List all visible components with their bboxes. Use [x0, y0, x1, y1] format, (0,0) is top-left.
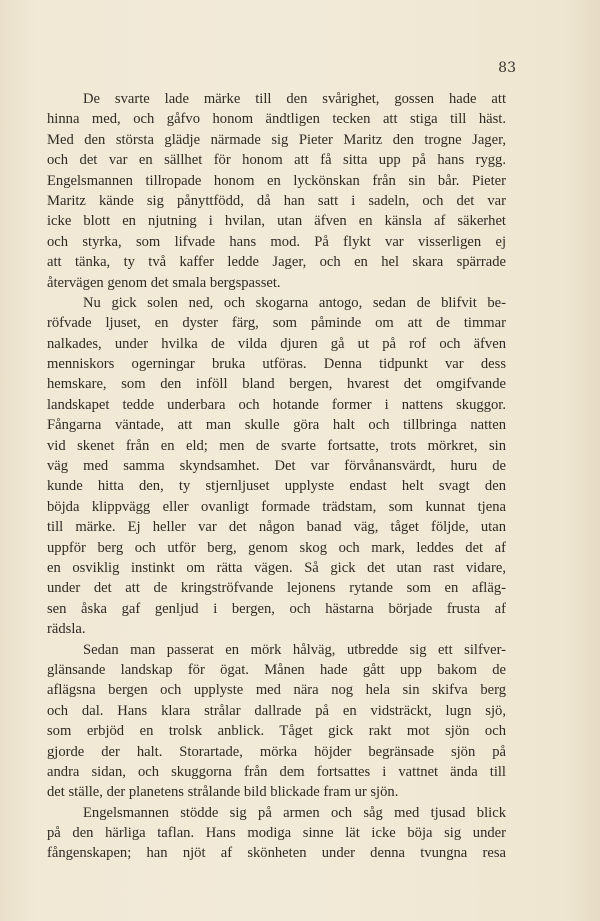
text-line: kunde hitta den, ty stjernljuset upplyste endast helt svagt den: [47, 478, 506, 495]
paragraph-1: [47, 89, 506, 293]
text-line: Med den största glädje närmade sig Pieter Maritz den trogne Jager,: [47, 131, 506, 148]
text-line: och dal. Hans klara strålar dallrade på en vidsträckt, lugn sjö,: [47, 702, 506, 719]
text-line: att tänka, ty två kaffer ledde Jager, och en hel skara spärrade: [47, 254, 506, 271]
text-line: hemskare, som den inföll bland bergen, hvarest det omgifvande: [47, 376, 506, 393]
text-line: Sedan man passerat en mörk hålväg, utbredde sig ett silfver-: [83, 641, 506, 658]
text-line: röfvade ljuset, en dyster färg, som påminde om att de timmar: [47, 315, 506, 332]
text-line: på den härliga taflan. Hans modiga sinne lät icke böja sig under: [47, 825, 506, 842]
text-line: Engelsmannen tillropade honom en lyckönskan från sin bår. Pieter: [47, 172, 506, 189]
text-line: som erbjöd en trolsk anblick. Tåget gick rakt mot sjön och: [47, 723, 506, 740]
text-line: hinna med, och gåfvo honom ändtligen tecken att stiga till häst.: [47, 111, 506, 128]
text-line: nalkades, under hvilka de vilda djuren gå ut på rof och äfven: [47, 335, 506, 352]
text-line: sen åska gaf genljud i bergen, och hästarna började frusta af: [47, 600, 506, 617]
text-line: vid skenet från en eld; men de svarte fortsatte, trots mörkret, sin: [47, 437, 506, 454]
text-line: andra sidan, och skuggorna från dem fortsattes i vattnet ända till: [47, 763, 506, 780]
text-line: icke blott en njutning i hvilan, utan äfven en känsla af säkerhet: [47, 213, 506, 230]
text-line: gjorde der halt. Storartade, mörka höjder begränsade sjön på: [47, 743, 506, 760]
text-line: väg med samma skyndsamhet. Det var förvånansvärdt, huru de: [47, 458, 506, 475]
text-line: Maritz kände sig pånyttfödd, då han satt i sadeln, och det var: [47, 192, 506, 209]
text-line: menniskors ogerningar bruka utföras. Denna tidpunkt var dess: [47, 356, 506, 373]
paragraph-2: [47, 293, 506, 640]
text-line: återvägen genom det smala bergspasset.: [47, 274, 281, 291]
text-line: uppför berg och utför berg, genom skog och mark, leddes det af: [47, 539, 506, 556]
text-line: böjda klippvägg eller ovanligt formade trädstam, som kunnat tjena: [47, 498, 506, 515]
text-line: Fångarna väntade, att man skulle göra halt och tillbringa natten: [47, 417, 506, 434]
text-line: och det var en sällhet för honom att få sitta upp på hans rygg.: [47, 152, 506, 169]
text-line: till märke. Ej heller var det någon banad väg, tåget följde, utan: [47, 519, 506, 536]
text-line: glänsande landskap för ögat. Månen hade gått upp bakom de: [47, 661, 506, 678]
text-line: fångenskapen; han njöt af skönheten under denna tvungna resa: [47, 845, 506, 862]
text-line: Nu gick solen ned, och skogarna antogo, sedan de blifvit be-: [83, 294, 506, 311]
paragraph-3: [47, 640, 506, 803]
text-line: De svarte lade märke till den svårighet, gossen hade att: [83, 91, 506, 107]
text-line: aflägsna bergen och upplyste med nära nog hela sin skifva berg: [47, 682, 506, 699]
paragraph-4: [47, 803, 506, 864]
text-line: rädsla.: [47, 621, 86, 638]
page-number: 83: [498, 60, 516, 76]
text-line: landskapet tedde underbara och hotande former i nattens skuggor.: [47, 396, 506, 413]
text-line: och styrka, som lifvade hans mod. På flykt var visserligen ej: [47, 233, 506, 250]
body-text: [47, 89, 506, 864]
text-line: en osviklig instinkt om rätta vägen. Så gick det utan rast vidare,: [47, 559, 506, 576]
text-line: det ställe, der planetens strålande bild blickade fram ur sjön.: [47, 784, 399, 801]
text-line: Engelsmannen stödde sig på armen och såg med tjusad blick: [83, 804, 506, 821]
text-line: under det att de kringströfvande lejonens rytande som en afläg-: [47, 580, 506, 597]
